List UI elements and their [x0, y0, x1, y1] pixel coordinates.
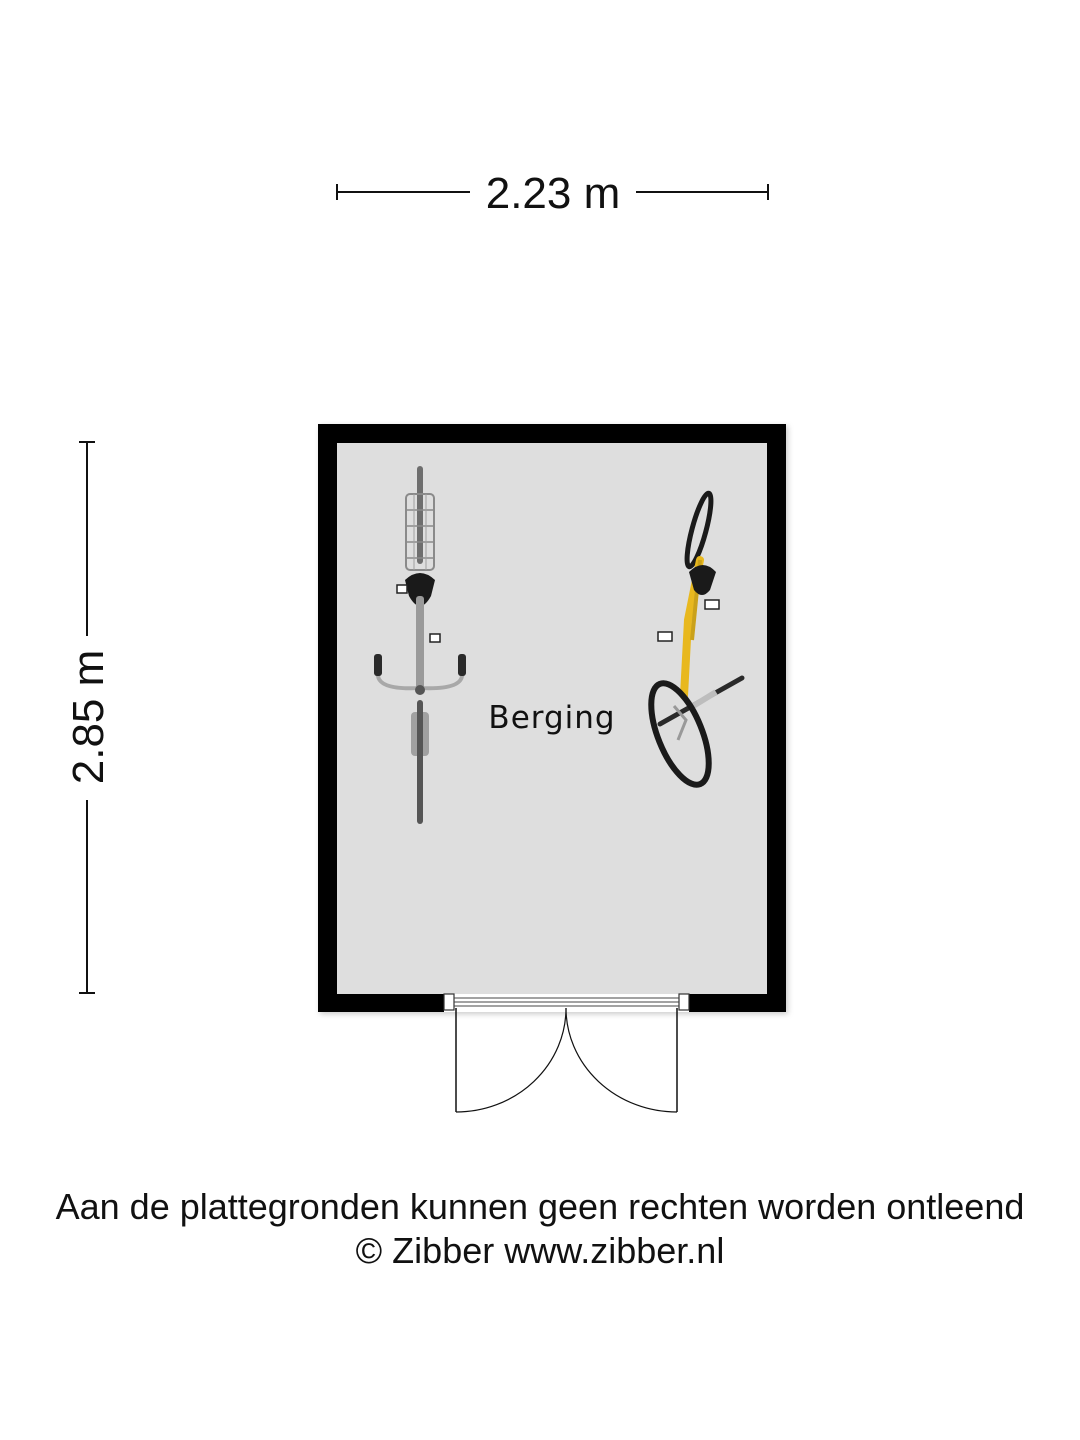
- width-dimension: [337, 169, 768, 218]
- height-dimension-label: 2.85 m: [64, 649, 113, 785]
- width-dimension-label: 2.23 m: [485, 169, 621, 218]
- disclaimer-text: Aan de plattegronden kunnen geen rechten worden ontleend: [55, 1186, 1025, 1227]
- copyright-text: © Zibber www.zibber.nl: [355, 1230, 725, 1271]
- double-door-icon: [444, 994, 689, 1112]
- room-label: Berging: [488, 700, 616, 736]
- height-dimension: [64, 442, 113, 993]
